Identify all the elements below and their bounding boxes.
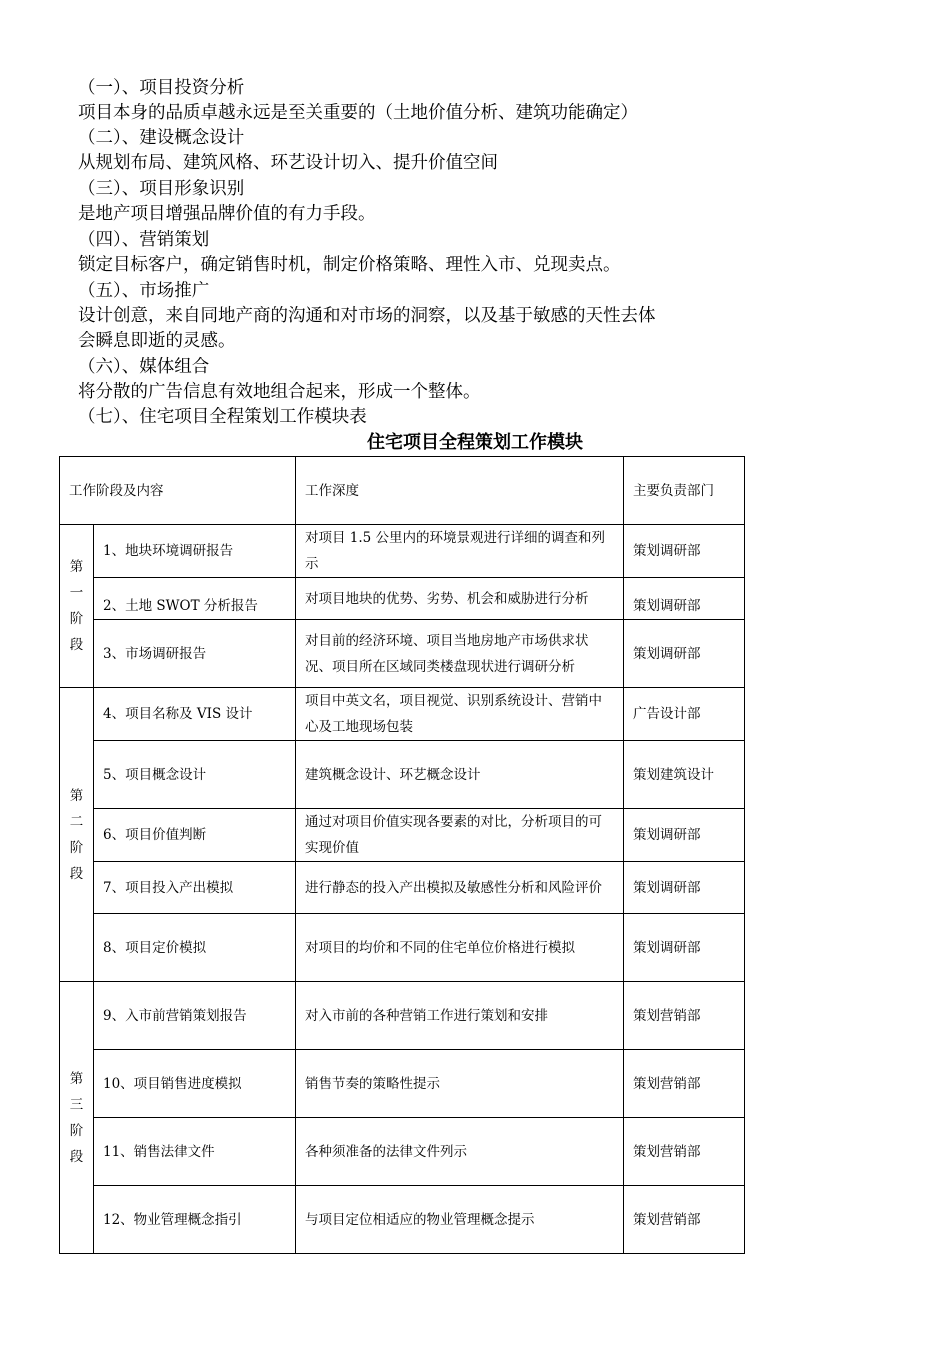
dept-cell: 策划建筑设计 <box>624 741 745 809</box>
section-heading-6: （六）、媒体组合 <box>78 357 210 377</box>
stage-label: 第二阶段 <box>69 787 84 882</box>
header-department: 主要负责部门 <box>624 457 745 525</box>
item-cell: 11、销售法律文件 <box>94 1118 296 1186</box>
work-module-table <box>59 456 745 1254</box>
stage-cell-1 <box>60 525 94 688</box>
table-row <box>60 982 745 1050</box>
table-row <box>60 862 745 914</box>
section-text-5-line1: 设计创意，来自同地产商的沟通和对市场的洞察，以及基于敏感的天性去体 <box>78 306 656 326</box>
table-row <box>60 1050 745 1118</box>
depth-cell: 对目前的经济环境、项目当地房地产市场供求状况、项目所在区域同类楼盘现状进行调研分析 <box>296 620 624 688</box>
item-cell: 2、土地 SWOT 分析报告 <box>94 578 296 620</box>
section-text-1: 项目本身的品质卓越永远是至关重要的（土地价值分析、建筑功能确定） <box>78 103 638 123</box>
item-cell: 6、项目价值判断 <box>94 809 296 862</box>
section-text-6: 将分散的广告信息有效地组合起来，形成一个整体。 <box>78 382 481 402</box>
dept-cell: 策划营销部 <box>624 1050 745 1118</box>
table-row <box>60 914 745 982</box>
depth-cell: 销售节奏的策略性提示 <box>296 1050 624 1118</box>
table-row <box>60 620 745 688</box>
section-heading-5: （五）、市场推广 <box>78 281 210 301</box>
header-stage-content: 工作阶段及内容 <box>60 457 296 525</box>
dept-cell: 策划营销部 <box>624 1118 745 1186</box>
depth-cell: 通过对项目价值实现各要素的对比，分析项目的可实现价值 <box>296 809 624 862</box>
item-cell: 9、入市前营销策划报告 <box>94 982 296 1050</box>
depth-cell: 对项目地块的优势、劣势、机会和威胁进行分析 <box>296 578 624 620</box>
dept-cell: 策划调研部 <box>624 809 745 862</box>
table-row <box>60 1118 745 1186</box>
section-heading-3: （三）、项目形象识别 <box>78 179 245 199</box>
table-row <box>60 1186 745 1254</box>
depth-cell: 对项目的均价和不同的住宅单位价格进行模拟 <box>296 914 624 982</box>
depth-cell: 各种须准备的法律文件列示 <box>296 1118 624 1186</box>
header-work-depth: 工作深度 <box>296 457 624 525</box>
item-cell: 5、项目概念设计 <box>94 741 296 809</box>
depth-cell: 进行静态的投入产出模拟及敏感性分析和风险评价 <box>296 862 624 914</box>
section-heading-7: （七）、住宅项目全程策划工作模块表 <box>78 407 367 427</box>
section-text-4: 锁定目标客户，确定销售时机，制定价格策略、理性入市、兑现卖点。 <box>78 255 621 275</box>
stage-cell-3 <box>60 982 94 1254</box>
item-cell: 12、物业管理概念指引 <box>94 1186 296 1254</box>
dept-cell: 策划营销部 <box>624 982 745 1050</box>
table-row <box>60 578 745 620</box>
dept-cell: 策划调研部 <box>624 525 745 578</box>
depth-cell: 与项目定位相适应的物业管理概念提示 <box>296 1186 624 1254</box>
item-cell: 4、项目名称及 VIS 设计 <box>94 688 296 741</box>
section-text-3: 是地产项目增强品牌价值的有力手段。 <box>78 204 376 224</box>
dept-cell: 策划调研部 <box>624 578 745 620</box>
dept-cell: 策划调研部 <box>624 620 745 688</box>
section-text-2: 从规划布局、建筑风格、环艺设计切入、提升价值空间 <box>78 153 498 173</box>
stage-label: 第三阶段 <box>69 1070 84 1165</box>
table-header-row <box>60 457 745 525</box>
table-title: 住宅项目全程策划工作模块 <box>367 432 583 453</box>
item-cell: 8、项目定价模拟 <box>94 914 296 982</box>
section-heading-4: （四）、营销策划 <box>78 230 210 250</box>
dept-cell: 广告设计部 <box>624 688 745 741</box>
section-heading-1: （一）、项目投资分析 <box>78 78 245 98</box>
depth-cell: 对入市前的各种营销工作进行策划和安排 <box>296 982 624 1050</box>
stage-label: 第一阶段 <box>69 559 84 653</box>
table-row <box>60 741 745 809</box>
section-heading-2: （二）、建设概念设计 <box>78 128 245 148</box>
dept-cell: 策划调研部 <box>624 862 745 914</box>
table-row <box>60 688 745 741</box>
stage-cell-2 <box>60 688 94 982</box>
item-cell: 7、项目投入产出模拟 <box>94 862 296 914</box>
table-row <box>60 809 745 862</box>
table-row <box>60 525 745 578</box>
depth-cell: 建筑概念设计、环艺概念设计 <box>296 741 624 809</box>
item-cell: 3、市场调研报告 <box>94 620 296 688</box>
dept-cell: 策划营销部 <box>624 1186 745 1254</box>
depth-cell: 项目中英文名，项目视觉、识别系统设计、营销中心及工地现场包装 <box>296 688 624 741</box>
dept-cell: 策划调研部 <box>624 914 745 982</box>
section-text-5-line2: 会瞬息即逝的灵感。 <box>78 331 236 351</box>
item-cell: 10、项目销售进度模拟 <box>94 1050 296 1118</box>
depth-cell: 对项目 1.5 公里内的环境景观进行详细的调查和列示 <box>296 525 624 578</box>
item-cell: 1、地块环境调研报告 <box>94 525 296 578</box>
